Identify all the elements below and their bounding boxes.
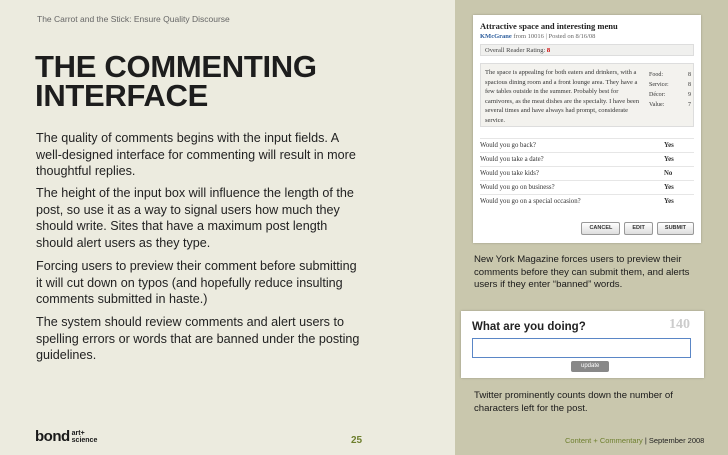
score-value: 9 (688, 92, 691, 98)
question-table (480, 138, 694, 208)
review-heading: Attractive space and interesting menu (480, 21, 618, 31)
table-row (480, 138, 694, 152)
footer-date: September 2008 (648, 436, 705, 445)
answer-text: Yes (664, 142, 674, 149)
score-label: Service: (649, 82, 669, 88)
footer-info (565, 436, 704, 445)
review-author-link[interactable]: KMcGrane (480, 33, 512, 40)
paragraph-1: The quality of comments begins with the input fields. A well-designed interface for commenting will result in more thoughtful replies. (36, 131, 356, 178)
breadcrumb: The Carrot and the Stick: Ensure Quality Discourse (37, 14, 230, 24)
score-value: 7 (688, 102, 691, 108)
paragraph-4: The system should review comments and alert users to spelling errors or words that are banned under the posting guidelines. (36, 315, 360, 362)
logo-word: bond (35, 428, 70, 445)
title-line-1: THE COMMENTING (35, 49, 317, 84)
score-label: Value: (649, 102, 665, 108)
caption-twitter: Twitter prominently counts down the number of characters left for the post. (474, 390, 673, 414)
page-title (35, 49, 317, 113)
score-service (649, 80, 691, 90)
review-byline (480, 33, 595, 40)
update-button[interactable]: update (571, 361, 609, 372)
footer-separator: | (642, 436, 649, 445)
overall-rating-value: 8 (546, 47, 551, 54)
caption-nymag: New York Magazine forces users to preview their comments before they can submit them, and alerts users if they enter “banned” words. (474, 254, 690, 290)
footer-brand: Content + Commentary (565, 436, 643, 445)
status-prompt: What are you doing? (472, 321, 586, 333)
overall-rating-label: Overall Reader Rating: (485, 47, 547, 54)
score-value-rating (649, 100, 691, 110)
score-decor (649, 90, 691, 100)
question-text: Would you take kids? (480, 170, 539, 177)
answer-text: No (664, 170, 673, 177)
table-row (480, 166, 694, 180)
paragraph-2: The height of the input box will influence the length of the post, so use it as a way to signal users how much they should write. Sites that have a maximum post length should alert users as they type. (36, 186, 354, 250)
paragraph-3: Forcing users to preview their comment before submitting it will cut down on typos (and hopefully reduce insulting comments submitted in haste.) (36, 259, 357, 306)
twitter-input-screenshot (461, 311, 704, 378)
cancel-button[interactable]: CANCEL (581, 222, 620, 235)
review-box (480, 63, 694, 127)
table-row (480, 180, 694, 194)
answer-text: Yes (664, 198, 674, 205)
table-row (480, 194, 694, 208)
page-number: 25 (351, 435, 363, 446)
status-input[interactable] (472, 338, 691, 358)
bond-logo (35, 428, 97, 445)
score-value: 8 (688, 82, 691, 88)
score-label: Décor: (649, 92, 666, 98)
review-actions (581, 222, 694, 235)
logo-sub-line-2: science (71, 436, 98, 444)
submit-button[interactable]: SUBMIT (657, 222, 694, 235)
question-text: Would you go on a special occasion? (480, 198, 581, 205)
score-list (649, 70, 691, 110)
question-text: Would you go on business? (480, 184, 555, 191)
question-text: Would you go back? (480, 142, 536, 149)
review-text: The space is appealing for both eaters and drinkers, with a spacious dining room and a front lounge area. They have a few tables outside in the summer. Probably best for carnivores, as the meat dishes are the specialty. I have been several times and have always had prompt, considerate service. (485, 69, 640, 124)
edit-button[interactable]: EDIT (624, 222, 653, 235)
score-label: Food: (649, 72, 664, 78)
review-byline-meta: from 10016 | Posted on 8/16/08 (511, 33, 596, 40)
answer-text: Yes (664, 184, 674, 191)
logo-sub-line-1: art+ (71, 429, 85, 437)
answer-text: Yes (664, 156, 674, 163)
question-text: Would you take a date? (480, 156, 544, 163)
title-line-2: INTERFACE (35, 78, 208, 113)
nymag-review-screenshot (473, 15, 701, 243)
logo-subtitle (72, 430, 98, 444)
overall-rating (480, 44, 694, 56)
character-counter: 140 (669, 317, 690, 332)
score-food (649, 70, 691, 80)
table-row (480, 152, 694, 166)
score-value: 8 (688, 72, 691, 78)
